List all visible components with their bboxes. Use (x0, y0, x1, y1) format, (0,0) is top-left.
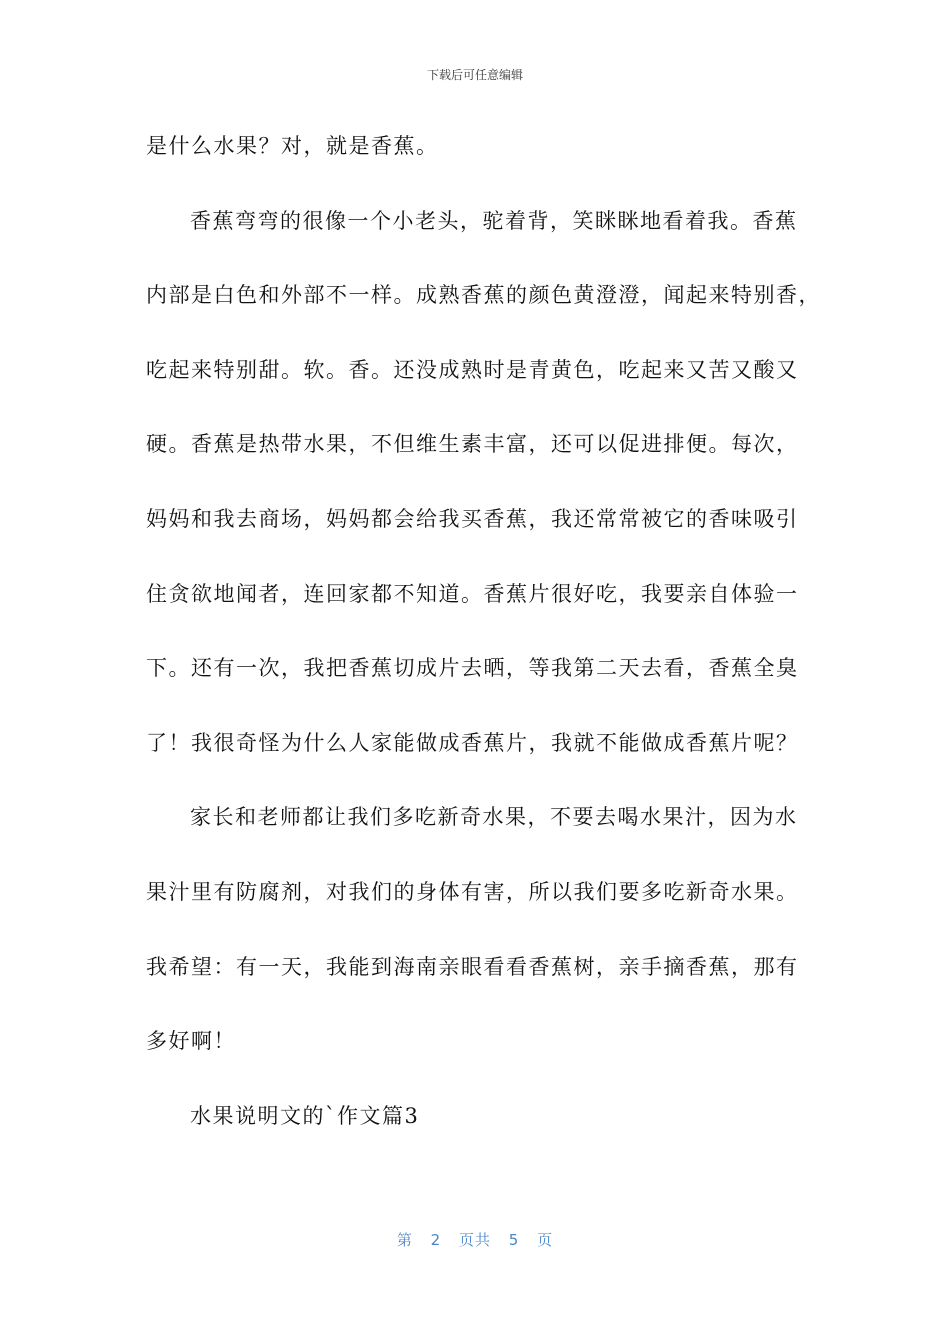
page-footer (0, 1229, 950, 1250)
text-line: 硬。香蕉是热带水果，不但维生素丰富，还可以促进排便。每次， (146, 432, 799, 457)
text-line: 了！我很奇怪为什么人家能做成香蕉片，我就不能做成香蕉片呢？ (146, 730, 799, 755)
footer-suffix: 页 (537, 1231, 554, 1249)
text-line: 下。还有一次，我把香蕉切成片去晒，等我第二天去看，香蕉全臭 (146, 656, 799, 681)
text-line: 住贪欲地闻者，连回家都不知道。香蕉片很好吃，我要亲自体验一 (146, 581, 799, 606)
page-header: 下载后可任意编辑 (426, 68, 523, 82)
footer-page-number: 2 (430, 1231, 442, 1249)
document-body (146, 128, 821, 1172)
text-line: 多好啊！ (146, 1029, 236, 1054)
footer-total-pages: 5 (508, 1231, 520, 1249)
text-line: 香蕉弯弯的很像一个小老头，驼着背，笑眯眯地看着我。香蕉 (190, 208, 798, 233)
footer-page-label: 第 (396, 1231, 413, 1249)
text-line: 家长和老师都让我们多吃新奇水果，不要去喝水果汁，因为水 (190, 805, 798, 830)
text-line: 我希望：有一天，我能到海南亲眼看看香蕉树，亲手摘香蕉，那有 (146, 954, 799, 979)
text-line: 妈妈和我去商场，妈妈都会给我买香蕉，我还常常被它的香味吸引 (146, 506, 799, 531)
text-line: 内部是白色和外部不一样。成熟香蕉的颜色黄澄澄，闻起来特别香， (146, 283, 821, 308)
text-line: 果汁里有防腐剂，对我们的身体有害，所以我们要多吃新奇水果。 (146, 879, 799, 904)
section-heading: 水果说明文的`作文篇3 (190, 1103, 420, 1128)
text-line: 吃起来特别甜。软。香。还没成熟时是青黄色，吃起来又苦又酸又 (146, 357, 799, 382)
footer-total-label: 页共 (458, 1231, 491, 1249)
text-line: 是什么水果？对，就是香蕉。 (146, 134, 439, 158)
